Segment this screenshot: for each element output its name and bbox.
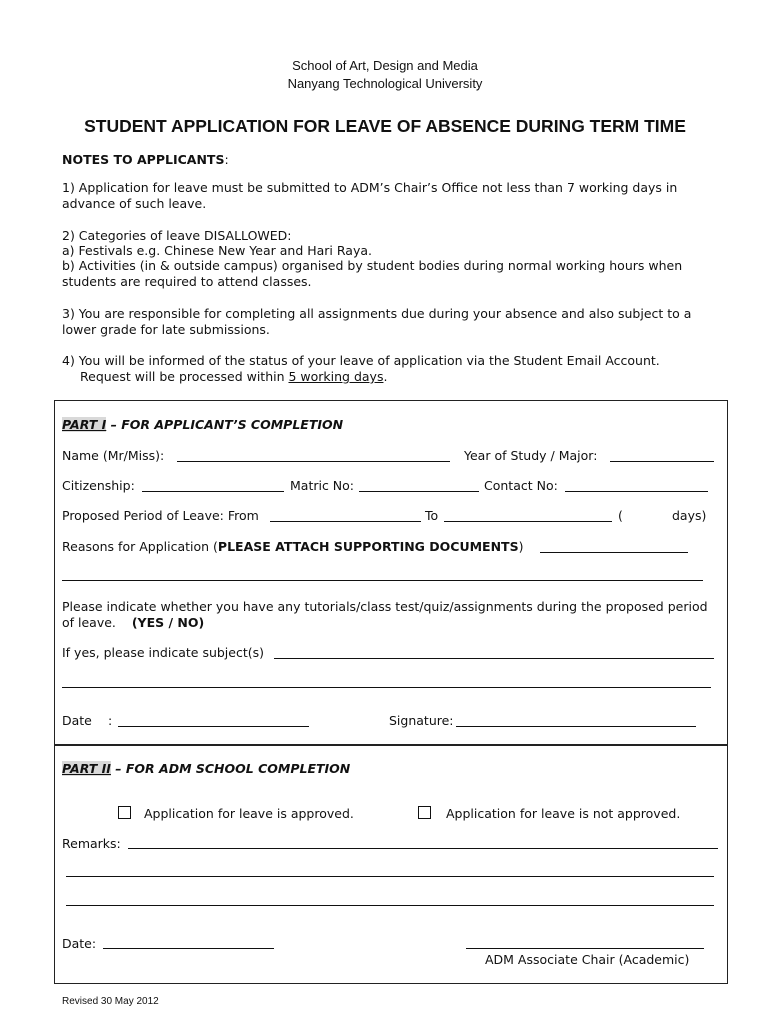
chair-label: ADM Associate Chair (Academic) (485, 952, 690, 967)
chair-signature-field[interactable] (466, 948, 704, 949)
note-4-line-1: 4) You will be informed of the status of your leave of application via the Student Email Account. (62, 353, 660, 368)
applicant-date-field[interactable] (118, 726, 309, 727)
subjects-field[interactable] (274, 658, 714, 659)
note-2-line-2: a) Festivals e.g. Chinese New Year and Hari Raya. (62, 243, 372, 258)
revised-date: Revised 30 May 2012 (62, 996, 159, 1007)
note-4-line-2: Request will be processed within 5 working days. (80, 369, 388, 384)
notes-heading: NOTES TO APPLICANTS: (62, 152, 229, 167)
approved-label: Application for leave is approved. (144, 806, 354, 821)
tutorials-line-1: Please indicate whether you have any tutorials/class test/quiz/assignments during the proposed period (62, 599, 708, 614)
year-field[interactable] (610, 461, 714, 462)
citizenship-field[interactable] (142, 491, 284, 492)
reasons-label: Reasons for Application (PLEASE ATTACH SUPPORTING DOCUMENTS) (62, 539, 524, 554)
date-colon: : (108, 713, 113, 728)
note-1-line-1: 1) Application for leave must be submitted to ADM’s Chair’s Office not less than 7 working days in (62, 180, 678, 195)
contact-label: Contact No: (484, 478, 558, 493)
remarks-label: Remarks: (62, 836, 121, 851)
days-label: days) (672, 508, 707, 523)
signature-field[interactable] (456, 726, 696, 727)
note-3-line-2: lower grade for late submissions. (62, 322, 270, 337)
to-label: To (425, 508, 439, 523)
remarks-field[interactable] (128, 848, 718, 849)
matric-label: Matric No: (290, 478, 355, 493)
approved-checkbox[interactable] (118, 806, 131, 819)
contact-field[interactable] (565, 491, 708, 492)
school-date-label: Date: (62, 936, 97, 951)
form-title: STUDENT APPLICATION FOR LEAVE OF ABSENCE DURING TERM TIME (84, 116, 686, 136)
yes-no-option[interactable]: (YES / NO) (131, 615, 205, 630)
period-from-field[interactable] (270, 521, 421, 522)
name-field[interactable] (177, 461, 450, 462)
citizenship-label: Citizenship: (62, 478, 135, 493)
note-2-line-3: b) Activities (in & outside campus) organised by student bodies during normal working hours when (62, 258, 683, 273)
not-approved-label: Application for leave is not approved. (446, 806, 681, 821)
date-label: Date (62, 713, 92, 728)
reasons-field-line-2[interactable] (62, 580, 703, 581)
period-label: Proposed Period of Leave: From (62, 508, 259, 523)
matric-field[interactable] (359, 491, 479, 492)
note-3-line-1: 3) You are responsible for completing all assignments due during your absence and also subject to a (62, 306, 692, 321)
school-name: School of Art, Design and Media (292, 58, 478, 73)
school-date-field[interactable] (103, 948, 274, 949)
remarks-field-line-2[interactable] (66, 876, 714, 877)
tutorials-line-2: of leave. (YES / NO) (62, 615, 205, 630)
name-label: Name (Mr/Miss): (62, 448, 165, 463)
reasons-field[interactable] (540, 552, 688, 553)
part-2-heading: PART II – FOR ADM SCHOOL COMPLETION (62, 761, 351, 776)
not-approved-checkbox[interactable] (418, 806, 431, 819)
subjects-field-line-2[interactable] (62, 687, 711, 688)
note-2-line-1: 2) Categories of leave DISALLOWED: (62, 228, 292, 243)
part-1-heading: PART I – FOR APPLICANT’S COMPLETION (62, 417, 344, 432)
note-1-line-2: advance of such leave. (62, 196, 207, 211)
university-name: Nanyang Technological University (287, 76, 483, 91)
days-paren: ( (618, 508, 623, 523)
signature-label: Signature: (389, 713, 454, 728)
subjects-label: If yes, please indicate subject(s) (62, 645, 265, 660)
period-to-field[interactable] (444, 521, 612, 522)
year-label: Year of Study / Major: (464, 448, 598, 463)
note-2-line-4: students are required to attend classes. (62, 274, 312, 289)
remarks-field-line-3[interactable] (66, 905, 714, 906)
